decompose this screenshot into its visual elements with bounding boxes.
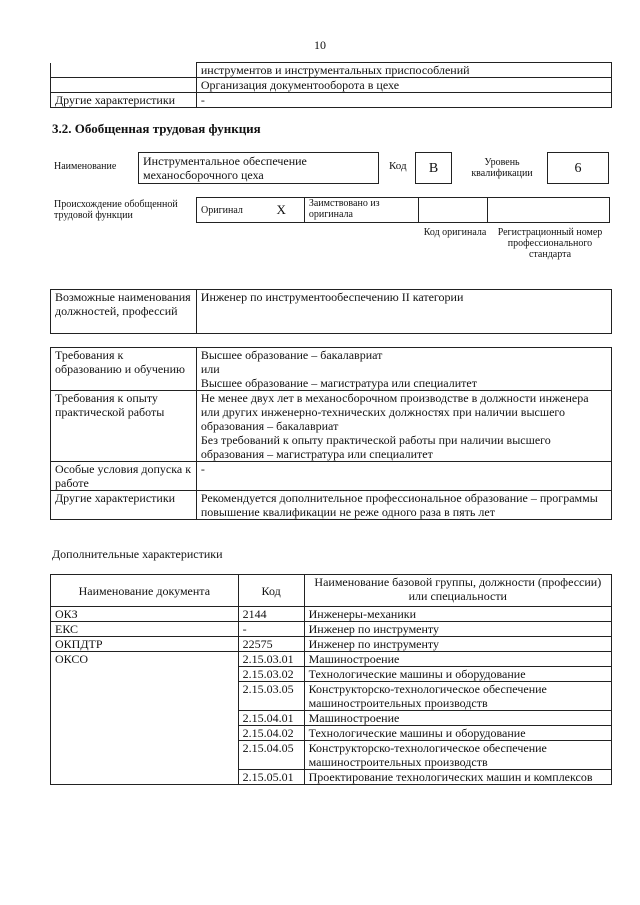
origin-table [196,197,610,223]
code-value: B [428,161,439,176]
table-row [51,63,612,78]
table-row: 2.15.04.05 Конструкторско-технологическое обеспечение машиностроительных производств [51,741,612,770]
additional-title: Дополнительные характеристики [52,547,223,561]
reg-number-cell [488,198,610,223]
table-row: 2.15.04.02 Технологические машины и оборудование [51,726,612,741]
admission-value: - [196,462,611,491]
table-row [51,491,612,520]
positions-table [50,289,612,334]
okso-cell: ОКСО [51,652,239,785]
table-row: 2.15.05.01 Проектирование технологических машин и комплексов [51,770,612,785]
table-cell: инструментов и инструментальных приспособлений [196,63,611,78]
reg-number-caption: Регистрационный номер профессионального стандарта [497,227,603,260]
level-label: Уровень квалификации [471,157,533,179]
positions-value: Инженер по инструментообеспечению II категории [196,290,611,334]
admission-label: Особые условия допуска к работе [51,462,197,491]
top-table [50,62,612,108]
original-mark: X [258,198,304,223]
original-label: Оригинал [197,198,259,223]
table-cell: Другие характеристики [51,93,197,108]
table-header-row [51,575,612,607]
code-label: Код [389,160,407,172]
table-cell: - [196,93,611,108]
requirements-table [50,347,612,520]
table-row [51,348,612,391]
borrowed-label: Заимствовано из оригинала [304,198,418,223]
table-row: ОКЗ 2144 Инженеры-механики [51,607,612,622]
table-cell [51,78,197,93]
experience-label: Требования к опыту практической работы [51,391,197,462]
other-value: Рекомендуется дополнительное профессиональное образование – программы повышение квалификации не реже одного раза в пять лет [196,491,611,520]
table-cell [51,63,197,78]
experience-value: Не менее двух лет в механосборочном производстве в должности инженера или других инженерно-технических должностях при наличии высшего образования – бакалавриат Без требований к опыту практической работы при наличии высшего образования – магистратура или специалитет [196,391,611,462]
code-value-box [415,152,452,184]
header-code: Код [238,575,304,607]
table-row: 2.15.03.02 Технологические машины и оборудование [51,667,612,682]
level-value: 6 [574,161,582,176]
education-label: Требования к образованию и обучению [51,348,197,391]
code-original-caption: Код оригинала [423,227,487,238]
table-row [197,198,610,223]
additional-table [50,574,612,785]
table-row [51,78,612,93]
table-row: 2.15.04.01 Машиностроение [51,711,612,726]
name-value: Инструментальное обеспечение механосборочного цеха [143,154,307,182]
code-original-cell [418,198,488,223]
table-row: ОКСО 2.15.03.01 Машиностроение [51,652,612,667]
section-title: 3.2. Обобщенная трудовая функция [52,121,261,136]
table-cell: Организация документооборота в цехе [196,78,611,93]
other-label: Другие характеристики [51,491,197,520]
table-row: 2.15.03.05 Конструкторско-технологическое обеспечение машиностроительных производств [51,682,612,711]
table-row: ЕКС - Инженер по инструменту [51,622,612,637]
page-number: 10 [314,38,326,52]
education-value: Высшее образование – бакалавриат или Высшее образование – магистратура или специалитет [196,348,611,391]
table-row [51,391,612,462]
header-name: Наименование базовой группы, должности (профессии) или специальности [304,575,611,607]
origin-label: Происхождение обобщенной трудовой функции [54,199,178,221]
table-row [51,93,612,108]
table-row [51,290,612,334]
table-row: ОКПДТР 22575 Инженер по инструменту [51,637,612,652]
name-label: Наименование [54,161,117,172]
positions-label: Возможные наименования должностей, профессий [51,290,197,334]
header-doc: Наименование документа [51,575,239,607]
table-row [51,462,612,491]
name-value-box [138,152,379,184]
level-value-box [547,152,609,184]
